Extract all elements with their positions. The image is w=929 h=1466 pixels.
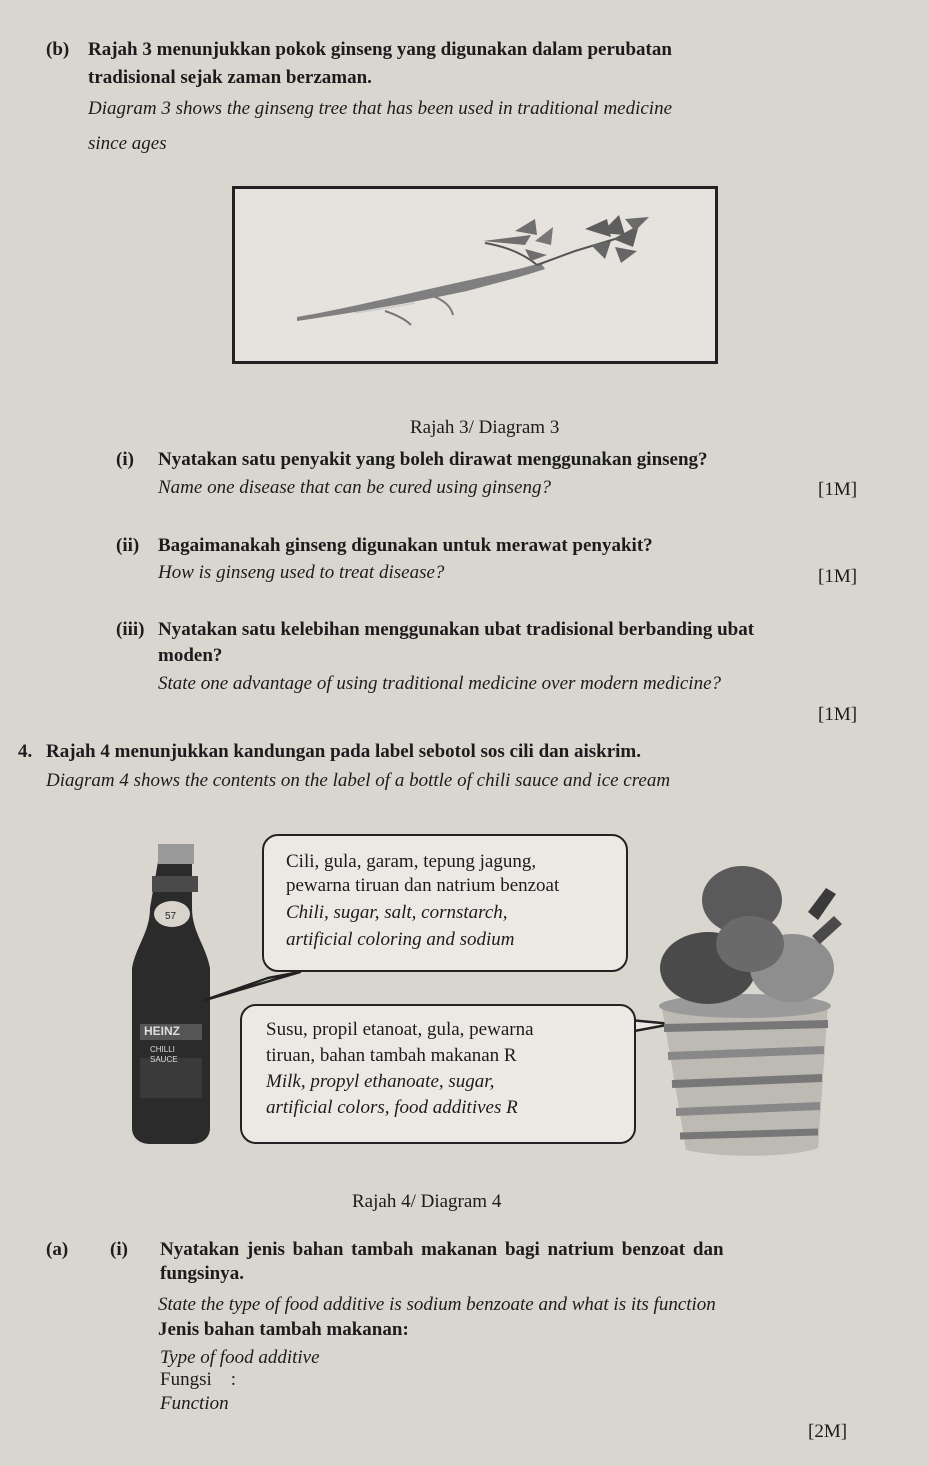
bottle-label-57: 57 <box>165 911 177 922</box>
bubble2-line-4: artificial colors, food additives R <box>266 1097 518 1118</box>
bubble2-line-1: Susu, propil etanoat, gula, pewarna <box>266 1019 534 1040</box>
item-i-number: (i) <box>116 449 134 470</box>
chili-sauce-bottle-icon <box>132 844 210 1144</box>
item-i-text-ms: Nyatakan satu penyakit yang boleh dirawat menggunakan ginseng? <box>158 449 708 470</box>
item-iii-marks: [1M] <box>818 704 858 725</box>
bubble2-line-3: Milk, propyl ethanoate, sugar, <box>266 1071 495 1092</box>
ginseng-diagram-frame <box>232 186 718 364</box>
item-ii-text-en: How is ginseng used to treat disease? <box>158 562 445 583</box>
item-i-text-en: Name one disease that can be cured using ginseng? <box>158 477 551 498</box>
diagram-3-caption: Rajah 3/ Diagram 3 <box>410 417 560 438</box>
bubble1-line-2: pewarna tiruan dan natrium benzoat <box>286 875 560 896</box>
q4a-label: (a) <box>46 1239 69 1260</box>
q4-number: 4. <box>18 741 33 762</box>
chili-sauce-ingredients-bubble <box>262 834 628 972</box>
q4a-text-ms-2: fungsinya. <box>160 1263 244 1284</box>
q3b-text-ms-1: Rajah 3 menunjukkan pokok ginseng yang digunakan dalam perubatan <box>88 39 672 60</box>
diagram-4-caption: Rajah 4/ Diagram 4 <box>352 1191 502 1212</box>
item-iii-text-ms-2: moden? <box>158 645 223 666</box>
bubble1-line-3: Chili, sugar, salt, cornstarch, <box>286 902 508 923</box>
bottle-label-chilli: CHILLI <box>150 1045 175 1054</box>
item-iii-text-en: State one advantage of using traditional medicine over modern medicine? <box>158 673 722 694</box>
bubble1-line-1: Cili, gula, garam, tepung jagung, <box>286 851 537 872</box>
item-iii-number: (iii) <box>116 619 145 640</box>
item-i-marks: [1M] <box>818 479 858 500</box>
bottle-label-brand: HEINZ <box>144 1024 180 1038</box>
q3b-text-en-2: since ages <box>88 133 167 154</box>
ice-cream-cup-icon <box>659 866 842 1156</box>
bubble2-line-2: tiruan, bahan tambah makanan R <box>266 1045 517 1066</box>
ginseng-illustration <box>235 189 715 361</box>
q3b-text-ms-2: tradisional sejak zaman berzaman. <box>88 67 372 88</box>
item-iii-text-ms-1: Nyatakan satu kelebihan menggunakan ubat tradisional berbanding ubat <box>158 619 755 640</box>
ice-cream-ingredients-bubble <box>240 1004 636 1144</box>
bottle-label-sauce: SAUCE <box>150 1055 178 1064</box>
q3b-text-en-1: Diagram 3 shows the ginseng tree that has been used in traditional medicine <box>88 98 673 119</box>
q4-text-en: Diagram 4 shows the contents on the label of a bottle of chili sauce and ice cream <box>46 770 671 791</box>
bubble1-line-4: artificial coloring and sodium <box>286 929 515 950</box>
function-label-en: Function <box>160 1393 229 1414</box>
item-ii-marks: [1M] <box>818 566 858 587</box>
q4a-marks: [2M] <box>808 1421 848 1442</box>
item-ii-text-ms: Bagaimanakah ginseng digunakan untuk merawat penyakit? <box>158 535 653 556</box>
part-label-b: (b) <box>46 39 70 60</box>
q4a-text-en: State the type of food additive is sodium benzoate and what is its function <box>158 1294 716 1315</box>
q4-text-ms: Rajah 4 menunjukkan kandungan pada label sebotol sos cili dan aiskrim. <box>46 741 641 762</box>
q4a-i-label: (i) <box>110 1239 128 1260</box>
type-additive-label-ms: Jenis bahan tambah makanan: <box>158 1319 409 1340</box>
item-ii-number: (ii) <box>116 535 140 556</box>
type-additive-label-en: Type of food additive <box>160 1347 320 1368</box>
q4a-text-ms-1: Nyatakan jenis bahan tambah makanan bagi natrium benzoat dan <box>160 1239 724 1260</box>
function-label-ms: Fungsi : <box>160 1369 237 1390</box>
